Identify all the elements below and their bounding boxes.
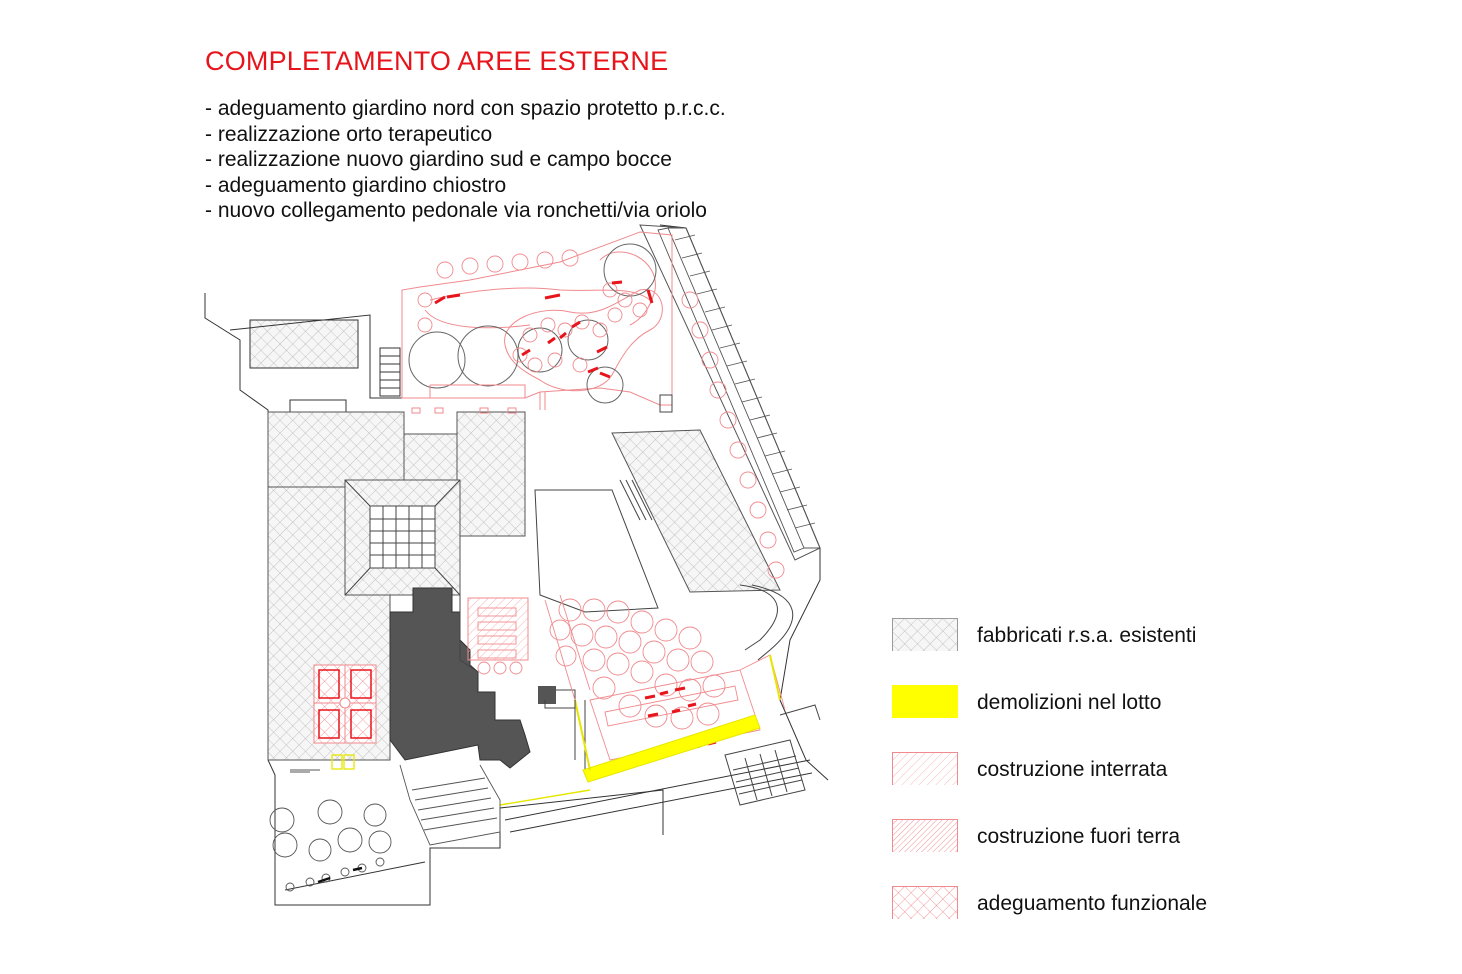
list-item: - realizzazione nuovo giardino sud e campo bocce	[205, 148, 672, 172]
page-title: COMPLETAMENTO AREE ESTERNE	[205, 46, 669, 76]
legend-item-aboveground	[892, 817, 1352, 857]
legend-item-existing	[892, 616, 1352, 656]
legend-label: costruzione fuori terra	[977, 825, 1181, 848]
legend-item-demolitions	[892, 683, 1352, 723]
list-item: - adeguamento giardino chiostro	[205, 173, 507, 197]
legend-swatch-solid-yellow	[892, 685, 958, 718]
list-item: - adeguamento giardino nord con spazio protetto p.r.c.c.	[205, 97, 726, 120]
legend-swatch-hatch-red-dense	[892, 819, 958, 852]
legend-label: costruzione interrata	[977, 758, 1168, 781]
list-item: - nuovo collegamento pedonale via ronchetti/via oriolo	[205, 199, 707, 223]
list-item: - realizzazione orto terapeutico	[205, 122, 493, 146]
legend-swatch-crosshatch-gray	[892, 618, 958, 651]
legend-item-functional	[892, 884, 1352, 924]
legend-swatch-crosshatch-red	[892, 886, 958, 919]
legend-label: adeguamento funzionale	[977, 892, 1208, 915]
legend-label: fabbricati r.s.a. esistenti	[977, 624, 1197, 647]
legend-swatch-hatch-red-light	[892, 752, 958, 785]
legend-item-underground	[892, 750, 1352, 790]
legend-label: demolizioni nel lotto	[977, 691, 1162, 714]
intervention-list	[205, 96, 726, 224]
